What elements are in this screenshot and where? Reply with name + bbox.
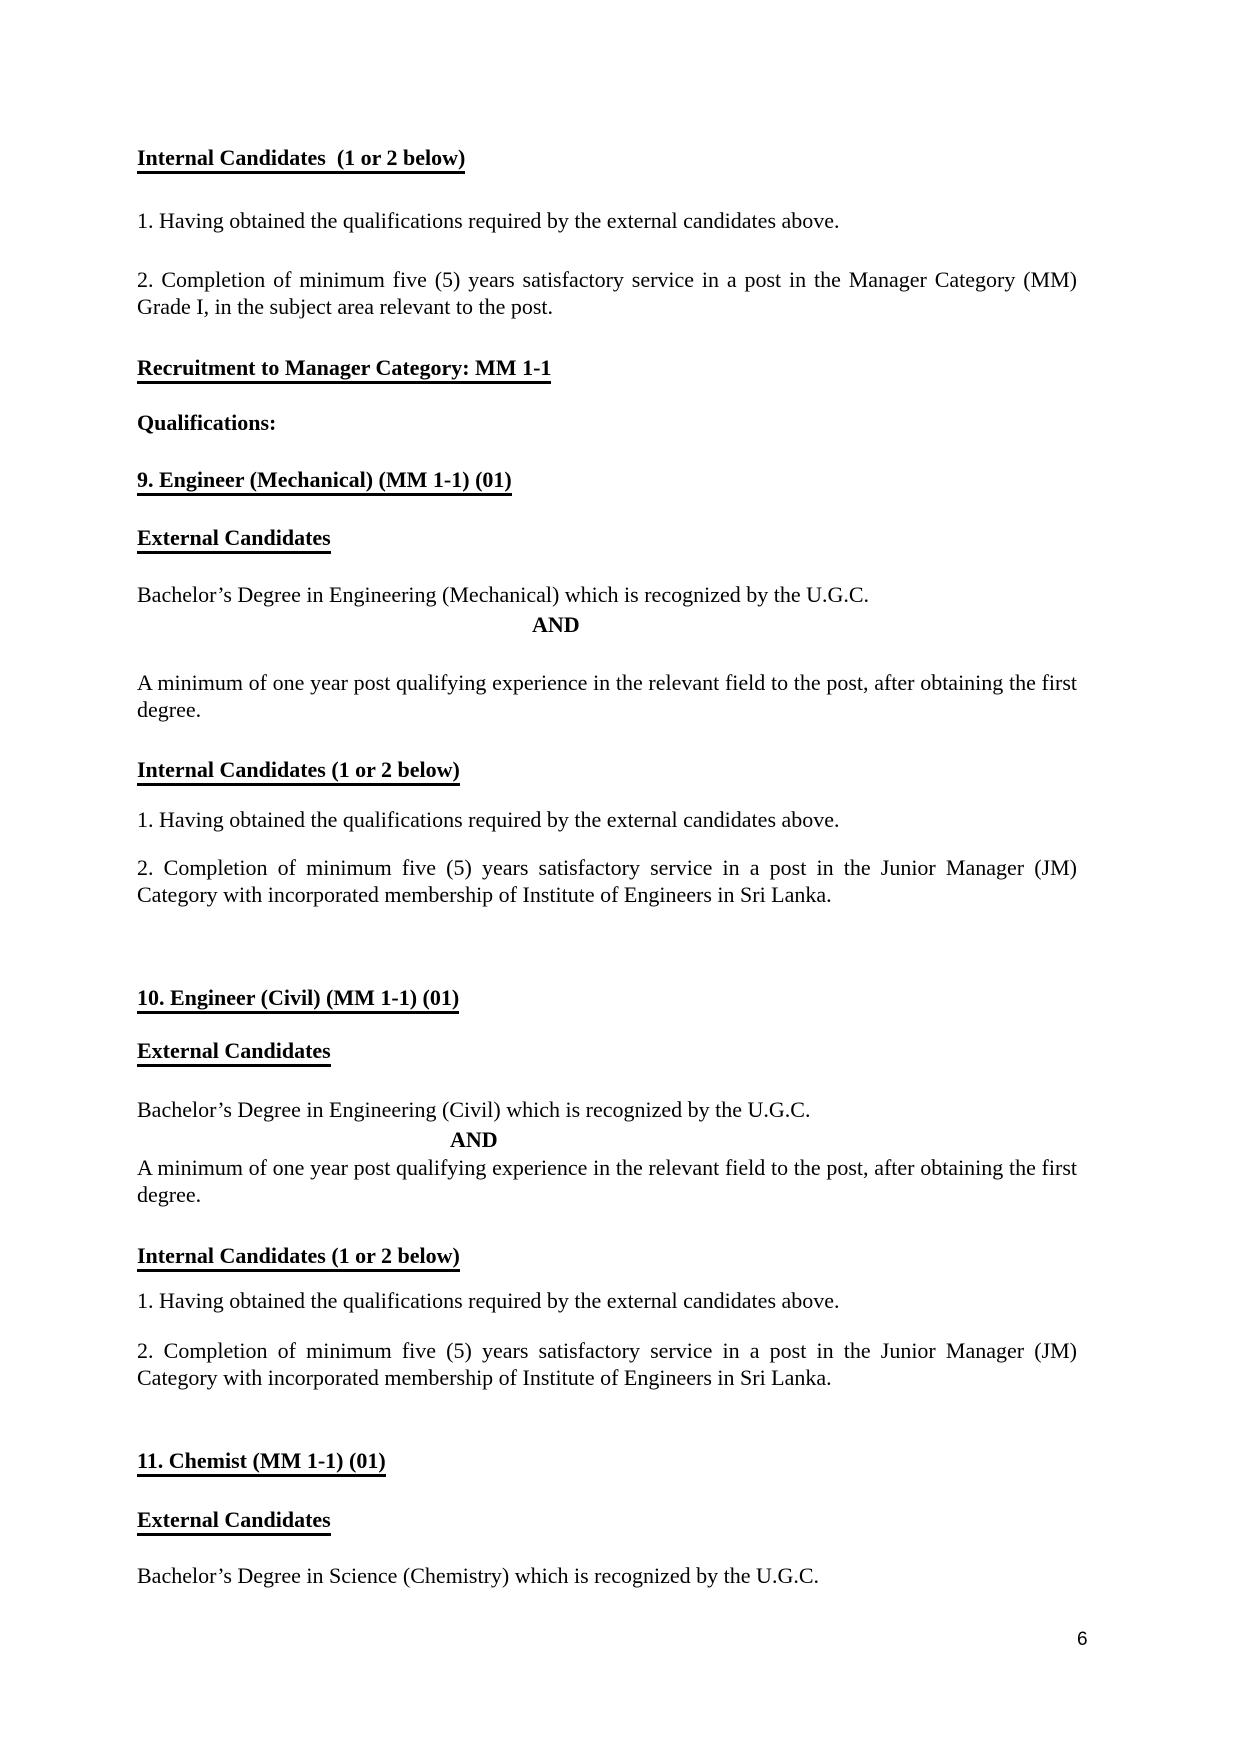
heading-external-candidates-10: [137, 1037, 1077, 1064]
heading-post-11-chemist: [137, 1447, 1077, 1474]
internal-item-1: 1. Having obtained the qualifications required by the external candidates above.: [137, 208, 840, 233]
heading-text: 9. Engineer (Mechanical) (MM 1-1) (01): [137, 467, 512, 496]
para-degree-chemistry: Bachelor’s Degree in Science (Chemistry) which is recognized by the U.G.C.: [137, 1563, 819, 1588]
para-experience-10: A minimum of one year post qualifying experience in the relevant field to the post, after obtaining the first degree.: [137, 1155, 1077, 1207]
heading-internal-candidates: [137, 144, 1077, 171]
heading-post-10-engineer-civil: [137, 984, 1077, 1011]
heading-text: Internal Candidates (1 or 2 below): [137, 1243, 460, 1272]
heading-text: Recruitment to Manager Category: MM 1-1: [137, 355, 551, 384]
heading-text: 11. Chemist (MM 1-1) (01): [137, 1448, 386, 1477]
para-degree-civil: Bachelor’s Degree in Engineering (Civil) which is recognized by the U.G.C.: [137, 1097, 811, 1122]
internal-item-1-9: 1. Having obtained the qualifications required by the external candidates above.: [137, 807, 840, 832]
heading-text: 10. Engineer (Civil) (MM 1-1) (01): [137, 985, 459, 1014]
heading-text: External Candidates: [137, 1038, 331, 1067]
heading-recruitment-mm-1-1: [137, 354, 1077, 381]
internal-item-1-10: 1. Having obtained the qualifications required by the external candidates above.: [137, 1288, 840, 1313]
document-content: [137, 0, 1077, 1589]
page-number: 6: [1077, 1629, 1088, 1650]
internal-item-2: 2. Completion of minimum five (5) years satisfactory service in a post in the Manager Category (MM) Grade I, in the subject area relevant to the post.: [137, 267, 1077, 319]
para-degree-mechanical: Bachelor’s Degree in Engineering (Mechanical) which is recognized by the U.G.C.: [137, 582, 870, 607]
heading-internal-candidates-10: [137, 1242, 1077, 1269]
internal-item-2-10: 2. Completion of minimum five (5) years satisfactory service in a post in the Junior Manager (JM) Category with incorporated membership of Institute of Engineers in Sri Lanka.: [137, 1338, 1077, 1390]
and-separator-10: AND: [450, 1127, 498, 1152]
heading-post-9-engineer-mechanical: [137, 466, 1077, 493]
heading-text: Internal Candidates (1 or 2 below): [137, 145, 465, 174]
heading-text: External Candidates: [137, 525, 331, 554]
heading-qualifications: Qualifications:: [137, 410, 277, 435]
heading-text: External Candidates: [137, 1507, 331, 1536]
heading-external-candidates-9: [137, 524, 1077, 551]
heading-internal-candidates-9: [137, 756, 1077, 783]
internal-item-2-9: 2. Completion of minimum five (5) years satisfactory service in a post in the Junior Manager (JM) Category with incorporated membership of Institute of Engineers in Sri Lanka.: [137, 855, 1077, 907]
heading-external-candidates-11: [137, 1506, 1077, 1533]
para-experience-9: A minimum of one year post qualifying experience in the relevant field to the post, after obtaining the first degree.: [137, 670, 1077, 722]
heading-text: Internal Candidates (1 or 2 below): [137, 757, 460, 786]
and-separator-9: AND: [532, 612, 580, 637]
